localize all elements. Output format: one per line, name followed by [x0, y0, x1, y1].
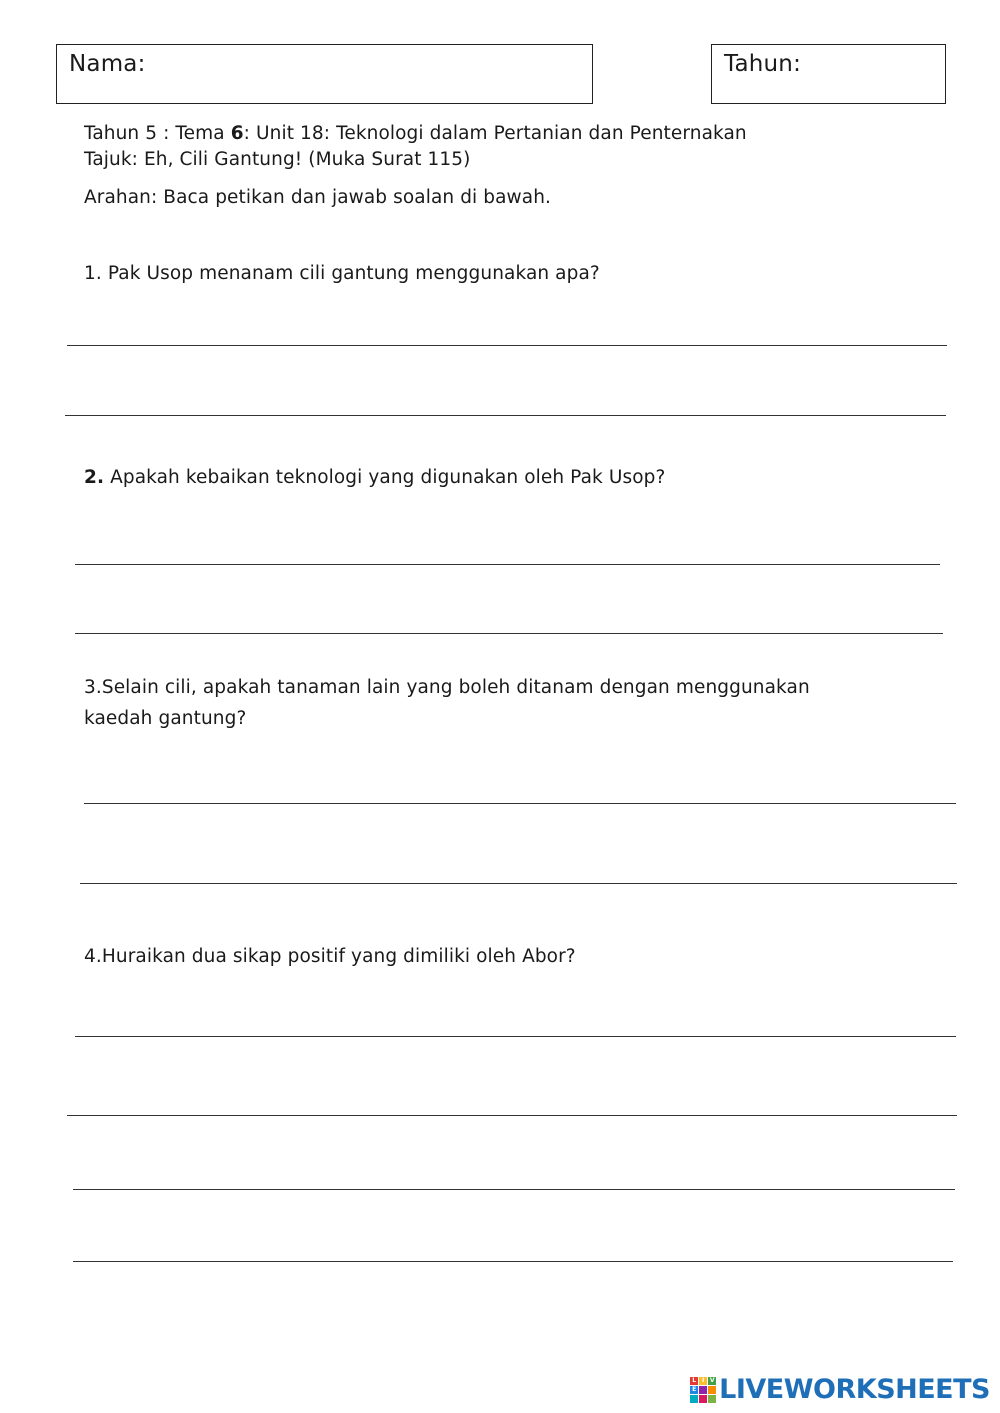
question-text: Huraikan dua sikap positif yang dimiliki oleh Abor? — [101, 946, 576, 967]
question-4 — [84, 945, 576, 970]
question-text: Apakah kebaikan teknologi yang digunakan oleh Pak Usop? — [110, 467, 666, 488]
question-text: Selain cili, apakah tanaman lain yang boleh ditanam dengan menggunakan kaedah gantung? — [84, 677, 810, 729]
topic-line: Tahun 5 : Tema 6: Unit 18: Teknologi dalam Pertanian dan Penternakan — [84, 123, 747, 144]
answer-line[interactable] — [73, 1261, 953, 1262]
question-number: 3. — [84, 677, 102, 698]
name-field[interactable] — [56, 44, 593, 104]
liveworksheets-logo — [690, 1374, 990, 1405]
answer-line[interactable] — [80, 883, 957, 884]
question-1 — [84, 262, 600, 287]
question-number: 2. — [84, 467, 105, 488]
answer-line[interactable] — [75, 1036, 956, 1037]
answer-line[interactable] — [67, 1115, 957, 1116]
question-number: 1. — [84, 263, 102, 284]
answer-line[interactable] — [67, 345, 947, 346]
answer-line[interactable] — [73, 1189, 955, 1190]
name-label: Nama: — [69, 51, 146, 77]
question-number: 4. — [84, 946, 102, 967]
answer-line[interactable] — [75, 633, 943, 634]
question-3 — [84, 672, 864, 734]
brand-name: LIVEWORKSHEETS — [719, 1374, 990, 1405]
title-line: Tajuk: Eh, Cili Gantung! (Muka Surat 115) — [84, 149, 471, 170]
instruction: Arahan: Baca petikan dan jawab soalan di bawah. — [84, 187, 552, 208]
year-label: Tahun: — [724, 51, 802, 77]
answer-line[interactable] — [65, 415, 946, 416]
answer-line[interactable] — [84, 803, 956, 804]
year-field[interactable] — [711, 44, 946, 104]
question-text: Pak Usop menanam cili gantung menggunakan apa? — [107, 263, 600, 284]
logo-grid-icon: L I V E — [690, 1377, 716, 1403]
answer-line[interactable] — [75, 564, 940, 565]
question-2 — [84, 466, 665, 491]
